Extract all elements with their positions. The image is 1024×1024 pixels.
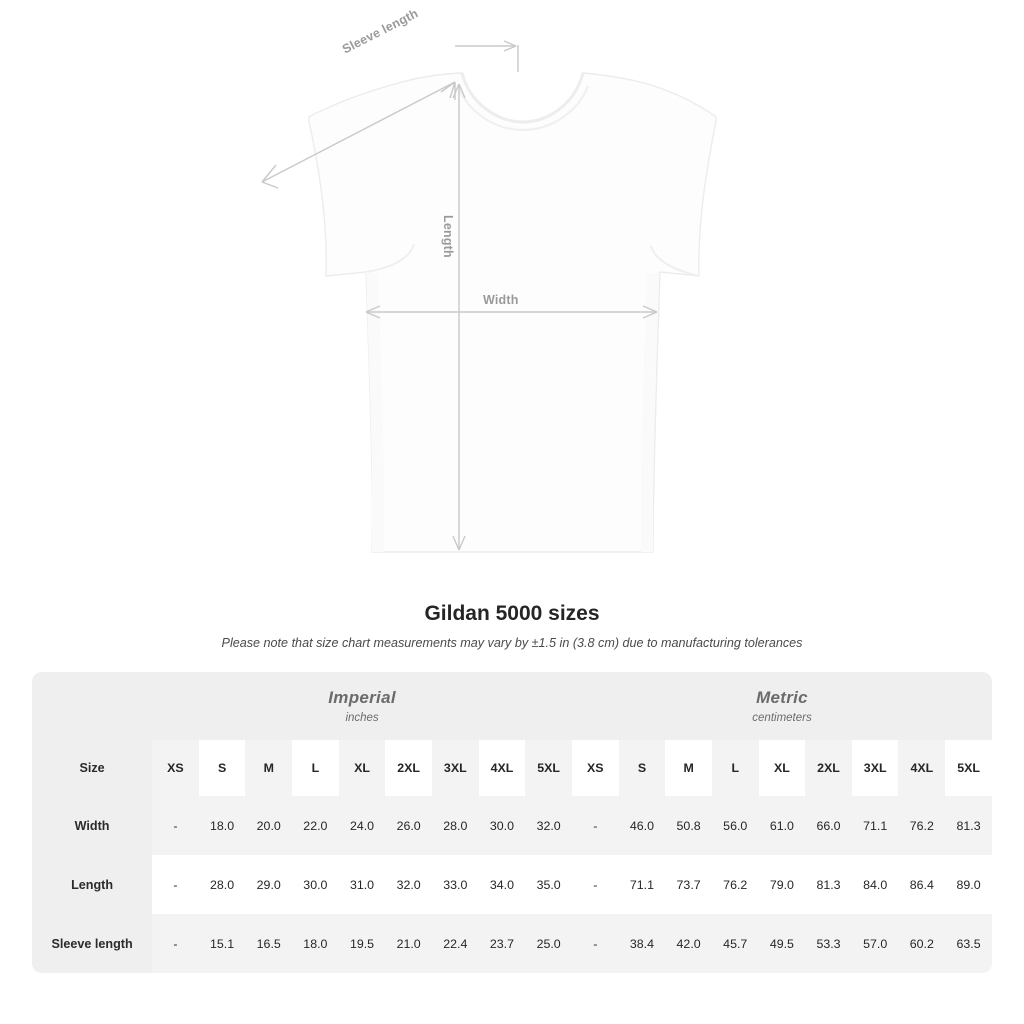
size-header-imperial-7: 4XL (479, 740, 526, 796)
cell-length-imperial-6: 33.0 (432, 855, 479, 914)
cell-sleeve-imperial-0: - (152, 914, 199, 973)
size-header-metric-0: XS (572, 740, 619, 796)
cell-sleeve-imperial-2: 16.5 (245, 914, 292, 973)
cell-sleeve-metric-3: 45.7 (712, 914, 759, 973)
size-header-imperial-4: XL (339, 740, 386, 796)
metric-name: Metric (756, 688, 808, 707)
cell-length-metric-0: - (572, 855, 619, 914)
imperial-sub: inches (345, 712, 379, 724)
size-header-metric-2: M (665, 740, 712, 796)
cell-width-imperial-7: 30.0 (479, 796, 526, 855)
size-table (32, 672, 992, 973)
cell-length-imperial-1: 28.0 (199, 855, 246, 914)
cell-sleeve-imperial-1: 15.1 (199, 914, 246, 973)
cell-sleeve-metric-2: 42.0 (665, 914, 712, 973)
size-header-imperial-6: 3XL (432, 740, 479, 796)
imperial-header (152, 672, 572, 740)
cell-width-imperial-4: 24.0 (339, 796, 386, 855)
size-header-metric-5: 2XL (805, 740, 852, 796)
cell-length-imperial-0: - (152, 855, 199, 914)
cell-width-metric-8: 81.3 (945, 796, 992, 855)
cell-sleeve-imperial-8: 25.0 (525, 914, 572, 973)
size-header-metric-8: 5XL (945, 740, 992, 796)
cell-length-metric-4: 79.0 (759, 855, 806, 914)
table-row (32, 914, 992, 973)
width-dimension-label: Width (483, 293, 519, 307)
cell-width-metric-0: - (572, 796, 619, 855)
cell-sleeve-imperial-4: 19.5 (339, 914, 386, 973)
table-row (32, 855, 992, 914)
cell-length-metric-2: 73.7 (665, 855, 712, 914)
unit-header-row (32, 672, 992, 740)
cell-width-metric-5: 66.0 (805, 796, 852, 855)
cell-sleeve-imperial-5: 21.0 (385, 914, 432, 973)
cell-width-imperial-5: 26.0 (385, 796, 432, 855)
table-row (32, 796, 992, 855)
cell-width-metric-1: 46.0 (619, 796, 666, 855)
cell-sleeve-imperial-7: 23.7 (479, 914, 526, 973)
cell-length-imperial-3: 30.0 (292, 855, 339, 914)
cell-width-imperial-6: 28.0 (432, 796, 479, 855)
tolerance-note: Please note that size chart measurements may vary by ±1.5 in (3.8 cm) due to manufacturing tolerances (221, 636, 803, 650)
cell-width-imperial-8: 32.0 (525, 796, 572, 855)
cell-length-metric-6: 84.0 (852, 855, 899, 914)
cell-length-metric-7: 86.4 (898, 855, 945, 914)
size-header-metric-7: 4XL (898, 740, 945, 796)
cell-width-imperial-1: 18.0 (199, 796, 246, 855)
cell-sleeve-metric-5: 53.3 (805, 914, 852, 973)
size-table-wrap (32, 672, 992, 973)
cell-length-imperial-5: 32.0 (385, 855, 432, 914)
metric-sub: centimeters (752, 712, 812, 724)
page-title: Gildan 5000 sizes (424, 602, 600, 625)
size-column-label: Size (32, 740, 152, 796)
cell-sleeve-metric-4: 49.5 (759, 914, 806, 973)
cell-width-imperial-2: 20.0 (245, 796, 292, 855)
size-header-metric-4: XL (759, 740, 806, 796)
cell-sleeve-metric-8: 63.5 (945, 914, 992, 973)
unit-spacer (32, 672, 152, 740)
cell-length-metric-5: 81.3 (805, 855, 852, 914)
cell-width-imperial-3: 22.0 (292, 796, 339, 855)
cell-sleeve-imperial-6: 22.4 (432, 914, 479, 973)
cell-length-metric-3: 76.2 (712, 855, 759, 914)
title-block (0, 602, 1024, 650)
imperial-name: Imperial (328, 688, 396, 707)
cell-width-metric-6: 71.1 (852, 796, 899, 855)
cell-width-metric-2: 50.8 (665, 796, 712, 855)
size-header-imperial-1: S (199, 740, 246, 796)
size-header-metric-3: L (712, 740, 759, 796)
cell-length-imperial-8: 35.0 (525, 855, 572, 914)
row-label-length: Length (32, 855, 152, 914)
cell-sleeve-metric-6: 57.0 (852, 914, 899, 973)
cell-sleeve-metric-7: 60.2 (898, 914, 945, 973)
size-header-imperial-3: L (292, 740, 339, 796)
cell-width-metric-3: 56.0 (712, 796, 759, 855)
sleeve-length-dimension-label: Sleeve length (340, 6, 421, 57)
length-dimension-label: Length (441, 215, 455, 258)
size-header-imperial-5: 2XL (385, 740, 432, 796)
size-header-imperial-8: 5XL (525, 740, 572, 796)
size-header-metric-6: 3XL (852, 740, 899, 796)
cell-length-imperial-4: 31.0 (339, 855, 386, 914)
cell-width-metric-4: 61.0 (759, 796, 806, 855)
cell-width-metric-7: 76.2 (898, 796, 945, 855)
size-header-row (32, 740, 992, 796)
cell-length-metric-1: 71.1 (619, 855, 666, 914)
cell-sleeve-metric-0: - (572, 914, 619, 973)
row-label-width: Width (32, 796, 152, 855)
size-header-imperial-0: XS (152, 740, 199, 796)
size-header-metric-1: S (619, 740, 666, 796)
metric-header (572, 672, 992, 740)
cell-length-imperial-2: 29.0 (245, 855, 292, 914)
cell-sleeve-metric-1: 38.4 (619, 914, 666, 973)
cell-sleeve-imperial-3: 18.0 (292, 914, 339, 973)
cell-width-imperial-0: - (152, 796, 199, 855)
cell-length-metric-8: 89.0 (945, 855, 992, 914)
cell-length-imperial-7: 34.0 (479, 855, 526, 914)
row-label-sleeve-length: Sleeve length (32, 914, 152, 973)
size-header-imperial-2: M (245, 740, 292, 796)
